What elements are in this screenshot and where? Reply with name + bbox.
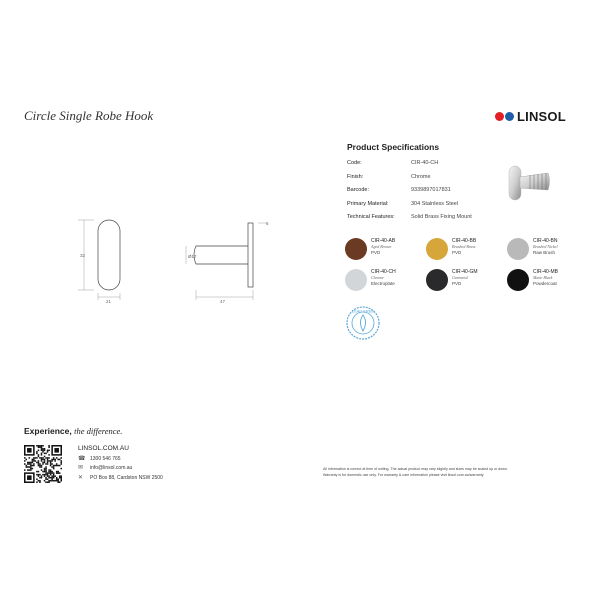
dim-depth: 47 [220, 299, 226, 304]
spec-value: 304 Stainless Steel [411, 200, 459, 207]
finish-name: Brushed Brass [452, 244, 476, 249]
finish-process: PVD [452, 250, 462, 255]
finish-option[interactable] [345, 236, 425, 266]
brand-logo [495, 109, 566, 124]
finish-code: CIR-40-BN [533, 238, 558, 244]
finish-code: CIR-40-AB [371, 238, 396, 244]
dim-small: 6 [266, 221, 269, 226]
finish-process: PVD [452, 281, 462, 286]
spec-key: Barcode: [347, 187, 370, 193]
tagline-bold: Experience, [24, 426, 72, 436]
hook-side-outline [194, 246, 248, 264]
hook-mount-plate [248, 223, 253, 287]
technical-drawing [60, 205, 280, 305]
email-icon: ✉ [78, 465, 84, 471]
finish-swatch[interactable] [507, 269, 529, 291]
finish-swatch[interactable] [345, 269, 367, 291]
phone-icon: ☎ [78, 456, 86, 462]
email-address[interactable]: info@linsol.com.au [90, 465, 133, 471]
disclaimer-line-1: All information is correct at time of writing. The actual product may vary slightly and sizes may be scaled up or down. [323, 467, 508, 471]
finish-process: Powdercoat [533, 281, 557, 286]
finish-code: CIR-40-CH [371, 269, 396, 275]
finish-name: Gunmetal [452, 275, 468, 280]
badge-text: LEAD FREE [351, 308, 375, 314]
finish-name: Aged Bronze [371, 244, 392, 249]
finish-swatch[interactable] [507, 238, 529, 260]
disclaimer-line-2: Warranty is for domestic use only. For warranty & care information please visit linsol.com.au/warranty [323, 473, 484, 477]
spec-value: Solid Brass Fixing Mount [411, 214, 472, 220]
finish-swatch[interactable] [426, 238, 448, 260]
logo-dot-red [495, 112, 504, 121]
finish-code: CIR-40-MB [533, 269, 559, 275]
dim-height: 32 [80, 253, 86, 258]
spec-value: CIR-40-CH [411, 160, 439, 166]
brand-name: LINSOL [517, 109, 566, 124]
website-link[interactable]: LINSOL.COM.AU [78, 445, 129, 452]
spec-value: 9339897017831 [411, 187, 451, 193]
finish-process: Raw Brush [533, 250, 556, 255]
phone-number[interactable]: 1300 546 765 [90, 456, 121, 462]
dim-diameter: Ø17 [188, 254, 197, 259]
spec-value: Chrome [411, 173, 431, 180]
finish-name: Chrome [371, 275, 384, 280]
tagline [24, 426, 122, 436]
finish-code: CIR-40-BB [452, 238, 477, 244]
finish-process: Electroplate [371, 281, 395, 286]
finish-swatch[interactable] [345, 238, 367, 260]
spec-key: Finish: [347, 173, 364, 180]
logo-dot-blue [505, 112, 514, 121]
product-photo [508, 163, 552, 203]
finish-option[interactable] [426, 267, 506, 297]
finish-name: Brushed Nickel [533, 244, 558, 249]
hook-front-outline [98, 220, 120, 290]
lead-free-badge [345, 305, 381, 341]
spec-key: Technical Features: [347, 214, 395, 220]
location-icon: ✕ [78, 475, 84, 481]
finish-name: Matte Black [533, 275, 553, 280]
dim-width: 21 [106, 299, 112, 304]
spec-key: Primary Material: [347, 200, 389, 207]
spec-key: Code: [347, 160, 362, 166]
finish-option[interactable] [507, 267, 587, 297]
finish-swatch[interactable] [426, 269, 448, 291]
postal-address: PO Box 88, Cardston NSW 2500 [90, 475, 163, 481]
tagline-italic: the difference. [74, 426, 123, 436]
specs-heading: Product Specifications [347, 142, 440, 152]
finish-process: PVD [371, 250, 381, 255]
finish-code: CIR-40-GM [452, 269, 478, 275]
qr-code[interactable] [24, 445, 62, 483]
finish-option[interactable] [345, 267, 425, 297]
finish-option[interactable] [426, 236, 506, 266]
finish-option[interactable] [507, 236, 587, 266]
product-title: Circle Single Robe Hook [24, 108, 154, 123]
